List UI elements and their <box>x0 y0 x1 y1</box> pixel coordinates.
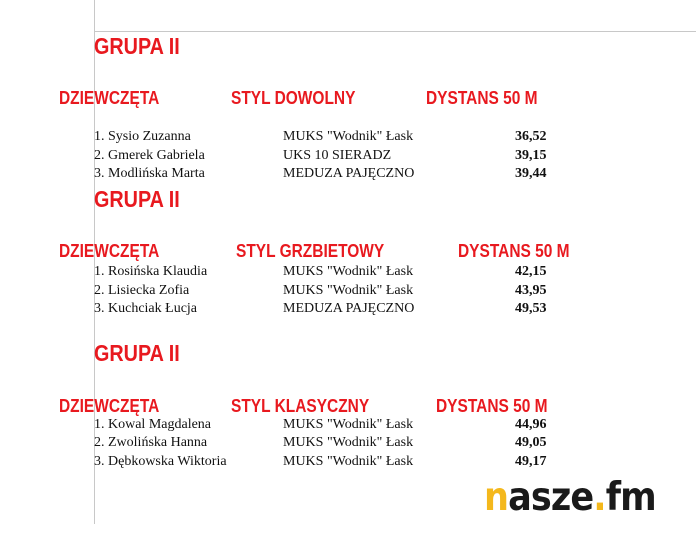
club-name: MUKS "Wodnik" Łask <box>283 264 414 279</box>
group-heading: GRUPA II <box>94 33 180 59</box>
style-label: STYL GRZBIETOWY <box>236 241 385 261</box>
distance-label: DYSTANS 50 M <box>458 241 570 261</box>
athlete-name: 1. Sysio Zuzanna <box>94 129 191 144</box>
page-margin-guide-top <box>94 31 696 32</box>
gender-label: DZIEWCZĘTA <box>59 241 160 261</box>
athlete-name: 2. Gmerek Gabriela <box>94 148 205 163</box>
style-label: STYL KLASYCZNY <box>231 396 370 416</box>
athlete-name: 3. Kuchciak Łucja <box>94 301 198 316</box>
athlete-name: 2. Zwolińska Hanna <box>94 435 208 450</box>
club-name: MUKS "Wodnik" Łask <box>283 129 414 144</box>
result-time: 49,05 <box>515 435 547 450</box>
club-name: MEDUZA PAJĘCZNO <box>283 166 415 181</box>
club-name: MUKS "Wodnik" Łask <box>283 454 414 469</box>
group-heading: GRUPA II <box>94 186 180 212</box>
logo-word: asze <box>508 475 594 520</box>
athlete-name: 3. Modlińska Marta <box>94 166 205 181</box>
athlete-name: 3. Dębkowska Wiktoria <box>94 454 227 469</box>
gender-label: DZIEWCZĘTA <box>59 396 160 416</box>
result-time: 39,44 <box>515 166 547 181</box>
club-name: MUKS "Wodnik" Łask <box>283 435 414 450</box>
result-time: 43,95 <box>515 283 547 298</box>
club-name: UKS 10 SIERADZ <box>283 148 392 163</box>
distance-label: DYSTANS 50 M <box>436 396 548 416</box>
logo-dot: . <box>593 475 606 520</box>
athlete-name: 1. Kowal Magdalena <box>94 417 212 432</box>
club-name: MUKS "Wodnik" Łask <box>283 417 414 432</box>
athlete-name: 1. Rosińska Klaudia <box>94 264 208 279</box>
style-label: STYL DOWOLNY <box>231 88 356 108</box>
logo-tld: fm <box>605 475 656 520</box>
result-time: 42,15 <box>515 264 547 279</box>
distance-label: DYSTANS 50 M <box>426 88 538 108</box>
result-time: 49,17 <box>515 454 547 469</box>
nasze-fm-logo <box>484 475 656 520</box>
logo-initial: n <box>484 475 509 520</box>
club-name: MEDUZA PAJĘCZNO <box>283 301 415 316</box>
result-time: 39,15 <box>515 148 547 163</box>
athlete-name: 2. Lisiecka Zofia <box>94 283 190 298</box>
group-heading: GRUPA II <box>94 340 180 366</box>
result-time: 36,52 <box>515 129 547 144</box>
result-time: 49,53 <box>515 301 547 316</box>
club-name: MUKS "Wodnik" Łask <box>283 283 414 298</box>
result-time: 44,96 <box>515 417 547 432</box>
gender-label: DZIEWCZĘTA <box>59 88 160 108</box>
